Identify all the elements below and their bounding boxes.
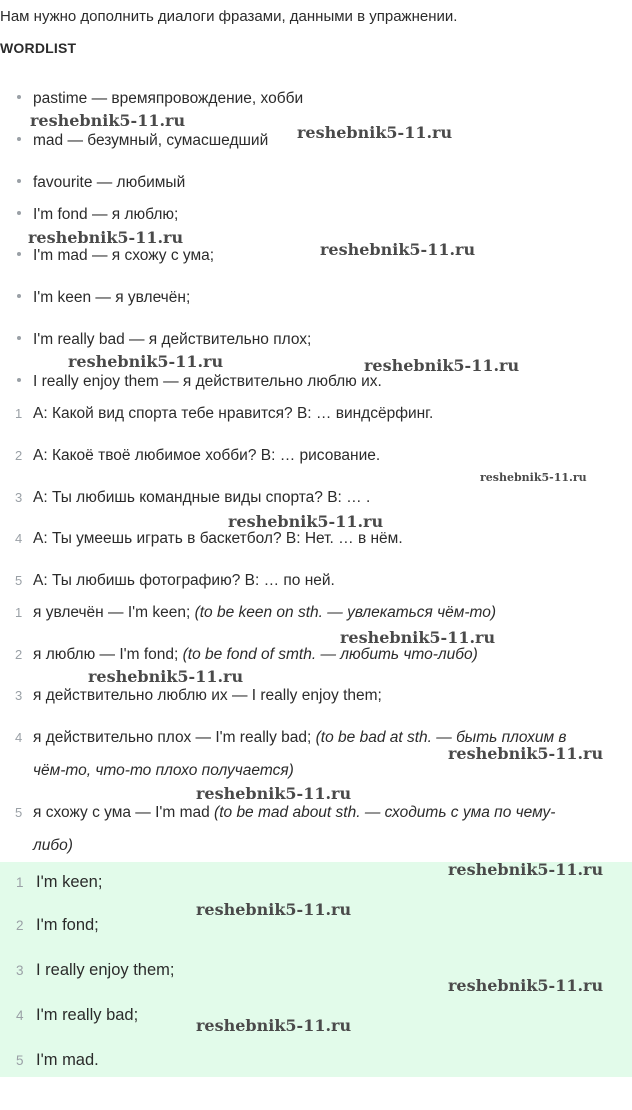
wordlist-item: I'm fond — я люблю; xyxy=(17,205,178,225)
dialogue-item: 1 A: Какой вид спорта тебе нравится? B: … виндсёрфинг. xyxy=(15,405,434,422)
answer-item: 3 I really enjoy them; xyxy=(16,961,175,979)
wordlist-item: I'm really bad — я действительно плох; xyxy=(17,330,311,350)
bullet-icon xyxy=(17,336,21,340)
watermark: reshebnik5-11.ru xyxy=(196,784,352,803)
dialogue-item: 4 A: Ты умеешь играть в баскетбол? B: Нет. … в нём. xyxy=(15,530,403,547)
watermark: reshebnik5-11.ru xyxy=(28,228,184,247)
watermark: reshebnik5-11.ru xyxy=(196,1016,352,1035)
dialogue-item: 2 A: Какоё твоё любимое хобби? B: … рисование. xyxy=(15,447,381,464)
explanation-item: 1 я увлечён — I'm keen; (to be keen on sth. — увлекаться чём-то) xyxy=(15,604,497,621)
watermark: reshebnik5-11.ru xyxy=(88,667,244,686)
watermark: reshebnik5-11.ru xyxy=(480,471,587,484)
intro-text: Нам нужно дополнить диалоги фразами, данными в упражнении. xyxy=(0,8,458,25)
watermark: reshebnik5-11.ru xyxy=(448,860,604,879)
wordlist-item: pastime — времяпровождение, хобби xyxy=(17,89,303,109)
explanation-continuation: чём-то, что-то плохо получается) xyxy=(33,762,294,779)
explanation-item: 4 я действительно плох — I'm really bad; (to be bad at sth. — быть плохим в xyxy=(15,729,567,746)
bullet-icon xyxy=(17,211,21,215)
explanation-item: 3 я действительно люблю их — I really enjoy them; xyxy=(15,687,382,704)
watermark: reshebnik5-11.ru xyxy=(30,111,186,130)
answer-item: 1 I'm keen; xyxy=(16,873,103,891)
answer-item: 4 I'm really bad; xyxy=(16,1006,139,1024)
answer-item: 5 I'm mad. xyxy=(16,1051,99,1069)
bullet-icon xyxy=(17,378,21,382)
explanation-continuation: либо) xyxy=(33,837,73,854)
watermark: reshebnik5-11.ru xyxy=(320,240,476,259)
wordlist-item: I'm mad — я схожу с ума; xyxy=(17,246,214,266)
bullet-icon xyxy=(17,252,21,256)
watermark: reshebnik5-11.ru xyxy=(297,123,453,142)
answer-box xyxy=(0,862,632,1077)
watermark: reshebnik5-11.ru xyxy=(448,744,604,763)
explanation-item: 5 я схожу с ума — I'm mad (to be mad about sth. — сходить с ума по чему- xyxy=(15,804,556,821)
wordlist-heading: WORDLIST xyxy=(0,40,77,56)
watermark: reshebnik5-11.ru xyxy=(364,356,520,375)
answer-item: 2 I'm fond; xyxy=(16,916,99,934)
wordlist-item: I really enjoy them — я действительно люблю их. xyxy=(17,372,382,392)
bullet-icon xyxy=(17,95,21,99)
wordlist-item: favourite — любимый xyxy=(17,173,185,193)
bullet-icon xyxy=(17,294,21,298)
watermark: reshebnik5-11.ru xyxy=(228,512,384,531)
bullet-icon xyxy=(17,179,21,183)
watermark: reshebnik5-11.ru xyxy=(68,352,224,371)
dialogue-item: 3 A: Ты любишь командные виды спорта? B: … . xyxy=(15,489,371,506)
dialogue-item: 5 A: Ты любишь фотографию? B: … по ней. xyxy=(15,572,335,589)
explanation-item: 2 я люблю — I'm fond; (to be fond of smth. — любить что-либо) xyxy=(15,646,478,663)
bullet-icon xyxy=(17,137,21,141)
wordlist-item: I'm keen — я увлечён; xyxy=(17,288,190,308)
watermark: reshebnik5-11.ru xyxy=(448,976,604,995)
watermark: reshebnik5-11.ru xyxy=(196,900,352,919)
wordlist-item: mad — безумный, сумасшедший xyxy=(17,131,268,151)
watermark: reshebnik5-11.ru xyxy=(340,628,496,647)
